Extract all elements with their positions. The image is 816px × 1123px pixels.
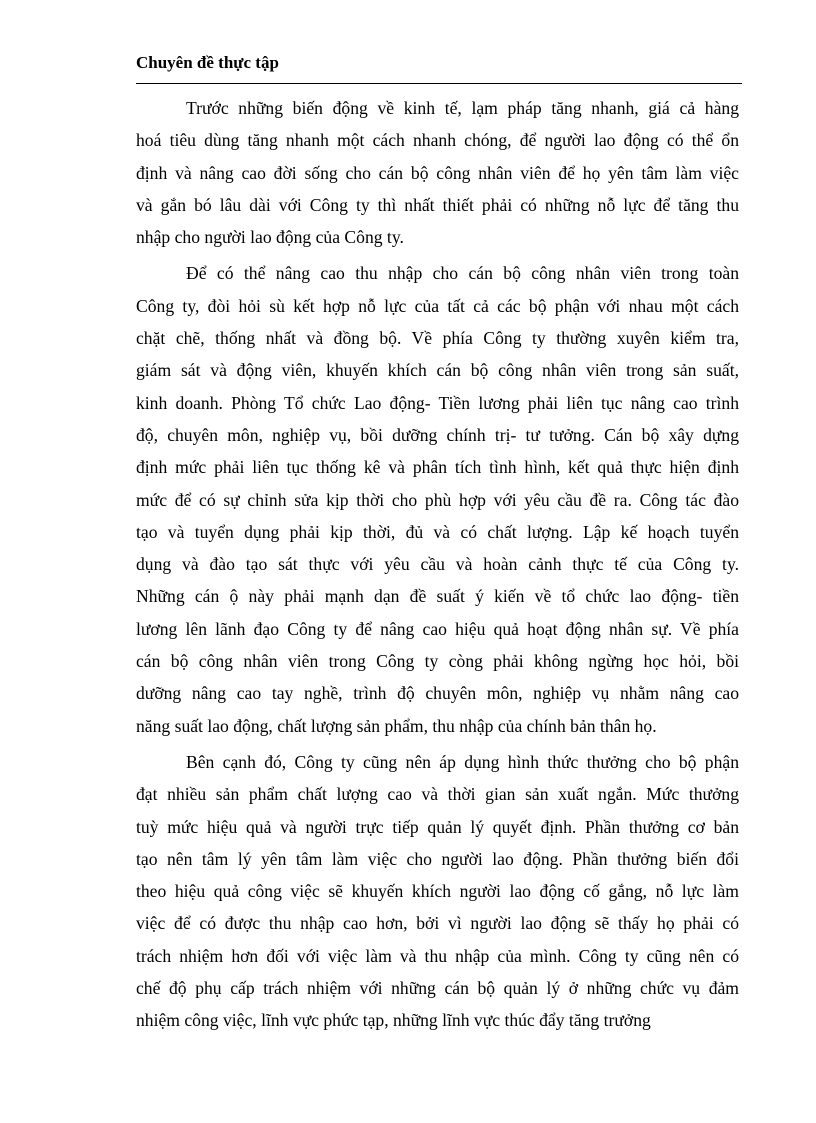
- text-line: Công ty, đòi hỏi sù kết hợp nỗ lực của tất cả các bộ phận với nhau một cách: [136, 295, 739, 316]
- text-line: dụng và đào tạo sát thực với yêu cầu và hoàn cảnh thực tế của Công ty.: [136, 554, 739, 575]
- text-line: hoá tiêu dùng tăng nhanh một cách nhanh chóng, để người lao động có thể ổn: [136, 130, 739, 151]
- text-line: Trước những biến động về kinh tế, lạm pháp tăng nhanh, giá cả hàng: [186, 98, 739, 118]
- text-line: tuỳ mức hiệu quả và người trực tiếp quản lý quyết định. Phần thưởng cơ bản: [136, 816, 739, 837]
- page-title: Chuyên đề thực tập: [136, 53, 279, 72]
- text-line: cán bộ công nhân viên trong Công ty còng phải không ngừng học hỏi, bồi: [136, 651, 739, 672]
- header-divider: [136, 83, 742, 84]
- text-line: đạt nhiều sản phẩm chất lượng cao và thời gian sản xuất ngắn. Mức thưởng: [136, 784, 739, 805]
- text-line: kinh doanh. Phòng Tổ chức Lao động- Tiền lương phải liên tục nâng cao trình: [136, 392, 739, 413]
- text-line: giám sát và động viên, khuyến khích cán bộ công nhân viên trong sản suất,: [136, 360, 739, 381]
- text-line: tạo nên tâm lý yên tâm làm việc cho người lao động. Phần thưởng biến đổi: [136, 848, 739, 869]
- text-line: Bên cạnh đó, Công ty cũng nên áp dụng hình thức thưởng cho bộ phận: [186, 751, 739, 772]
- paragraph-3: [136, 746, 739, 1037]
- document-body: [136, 92, 739, 1041]
- text-line: lương lên lãnh đạo Công ty để nâng cao hiệu quả hoạt động nhân sự. Về phía: [136, 618, 739, 639]
- text-line: dưỡng nâng cao tay nghề, trình độ chuyên môn, nghiệp vụ nhằm nâng cao: [136, 683, 739, 704]
- text-line: và gắn bó lâu dài với Công ty thì nhất thiết phải có những nỗ lực để tăng thu: [136, 194, 739, 215]
- text-line: chặt chẽ, thống nhất và đồng bộ. Về phía Công ty thường xuyên kiểm tra,: [136, 328, 739, 349]
- text-line: mức để có sự chỉnh sửa kịp thời cho phù hợp với yêu cầu đề ra. Công tác đào: [136, 489, 739, 510]
- text-line: Những cán ộ này phải mạnh dạn đề suất ý kiến về tổ chức lao động- tiền: [136, 586, 739, 607]
- text-line: định mức phải liên tục thống kê và phân tích tình hình, kết quả thực hiện định: [136, 457, 739, 478]
- text-line: nhập cho người lao động của Công ty.: [136, 227, 404, 248]
- page-header: [136, 52, 742, 84]
- paragraph-1: [136, 92, 739, 253]
- text-line: định và nâng cao đời sống cho cán bộ công nhân viên để họ yên tâm làm việc: [136, 162, 739, 183]
- text-line: độ, chuyên môn, nghiệp vụ, bồi dưỡng chính trị- tư tưởng. Cán bộ xây dựng: [136, 424, 739, 445]
- text-line: năng suất lao động, chất lượng sản phẩm, thu nhập của chính bản thân họ.: [136, 715, 657, 736]
- text-line: việc để có được thu nhập cao hơn, bởi vì người lao động sẽ thấy họ phải có: [136, 913, 739, 934]
- text-line: theo hiệu quả công việc sẽ khuyến khích người lao động cố gắng, nỗ lực làm: [136, 881, 739, 902]
- text-line: nhiệm công việc, lĩnh vực phức tạp, những lĩnh vực thúc đẩy tăng trưởng: [136, 1010, 651, 1031]
- text-line: trách nhiệm hơn đối với việc làm và thu nhập của mình. Công ty cũng nên có: [136, 945, 739, 966]
- text-line: Để có thể nâng cao thu nhập cho cán bộ công nhân viên trong toàn: [186, 263, 739, 284]
- text-line: chế độ phụ cấp trách nhiệm với những cán bộ quản lý ở những chức vụ đảm: [136, 978, 739, 999]
- paragraph-2: [136, 257, 739, 741]
- text-line: tạo và tuyển dụng phải kịp thời, đủ và có chất lượng. Lập kế hoạch tuyển: [136, 521, 739, 542]
